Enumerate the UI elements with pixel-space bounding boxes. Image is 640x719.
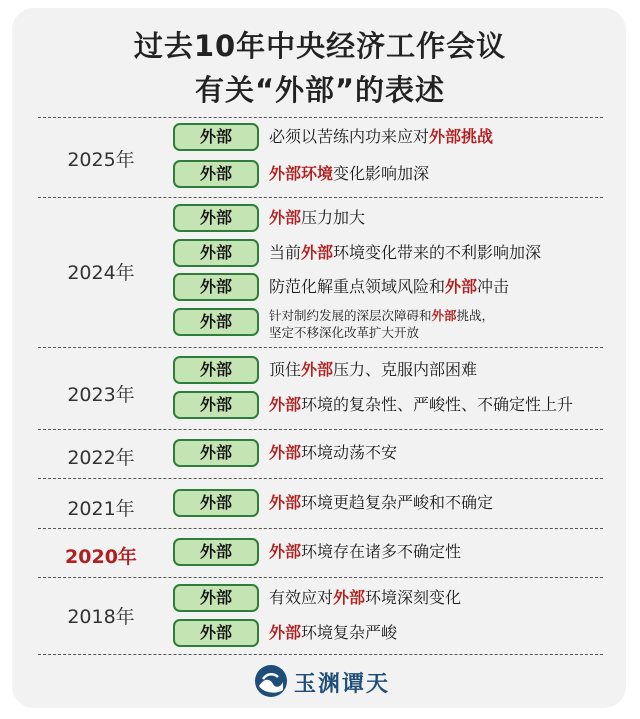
divider [38,429,603,430]
external-badge: 外部 [173,391,259,419]
external-badge: 外部 [173,273,259,301]
year-2020: 2020年 [65,546,137,568]
year-2021: 2021年 [67,498,135,520]
external-badge: 外部 [173,538,259,566]
divider [38,577,603,578]
statement-text: 有效应对外部环境深刻变化 [269,588,462,607]
divider [38,478,603,479]
year-2022: 2022年 [67,447,135,469]
year-2024: 2024年 [67,262,135,284]
statement-text: 外部环境的复杂性、严峻性、不确定性上升 [269,395,574,414]
title-line-2: 有关“外部”的表述 [194,73,446,107]
year-2023: 2023年 [67,384,135,406]
year-2018: 2018年 [67,606,135,628]
divider [38,654,603,655]
external-badge: 外部 [173,239,259,267]
statement-text: 外部环境变化影响加深 [269,164,430,183]
statement-text: 顶住外部压力、克服内部困难 [269,360,478,379]
statement-text: 针对制约发展的深层次障碍和外部挑战， 坚定不移深化改革扩大开放 [269,308,495,340]
divider [38,528,603,529]
external-badge: 外部 [173,204,259,232]
external-badge: 外部 [173,160,259,188]
title-line-1: 过去10年中央经济工作会议 [133,29,507,63]
divider [38,347,603,348]
external-badge: 外部 [173,619,259,647]
external-badge: 外部 [173,308,259,336]
external-badge: 外部 [173,439,259,467]
external-badge: 外部 [173,584,259,612]
statement-text: 防范化解重点领域风险和外部冲击 [269,277,510,296]
statement-text: 当前外部环境变化带来的不利影响加深 [269,243,542,262]
external-badge: 外部 [173,489,259,517]
statement-text: 外部环境更趋复杂严峻和不确定 [269,493,494,512]
statement-text: 必须以苦练内功来应对外部挑战 [269,127,494,146]
statement-text: 外部环境动荡不安 [269,443,398,462]
divider [38,117,603,118]
external-badge: 外部 [173,123,259,151]
wave-logo-icon [254,664,288,698]
statement-text: 外部压力加大 [269,208,366,227]
brand-name: 玉渊谭天 [294,671,391,697]
statement-text: 外部环境存在诸多不确定性 [269,542,462,561]
statement-text: 外部环境复杂严峻 [269,623,398,642]
year-2025: 2025年 [67,149,135,171]
divider [38,197,603,198]
external-badge: 外部 [173,356,259,384]
